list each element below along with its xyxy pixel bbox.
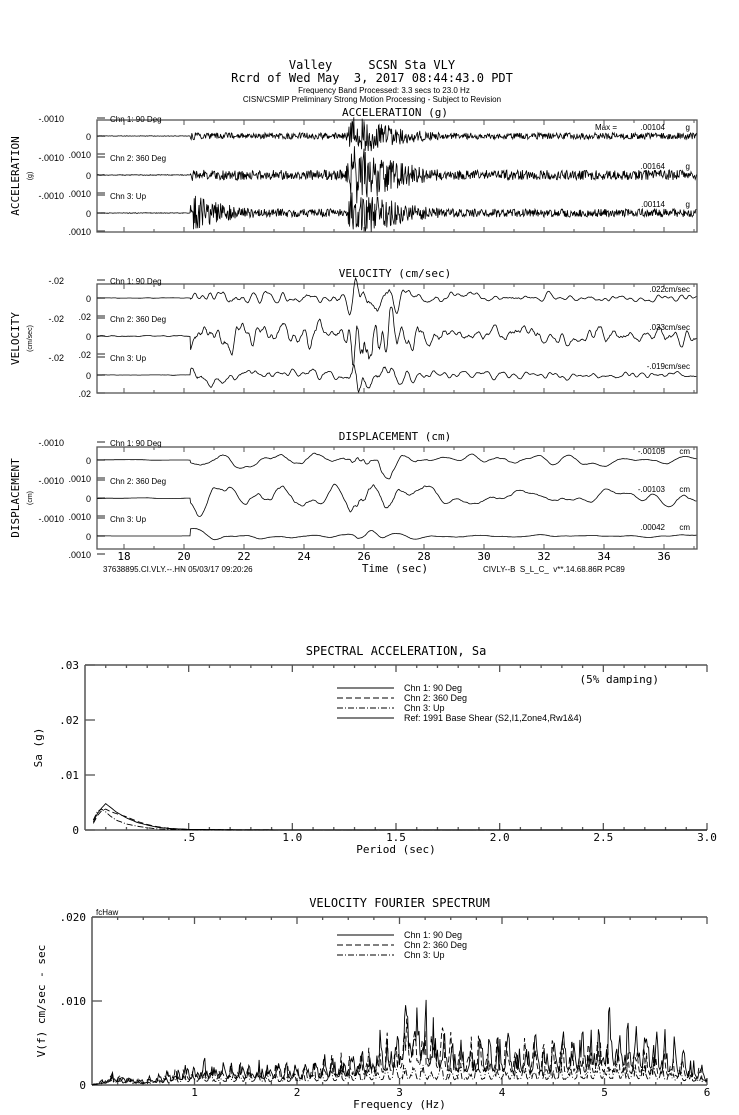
x-tick-label: 20 <box>177 550 191 563</box>
panel-displacement <box>9 430 697 575</box>
peak-unit: cm <box>679 447 690 456</box>
spectral-acceleration-chart <box>32 644 717 856</box>
y-tick-label: 0 <box>72 824 79 837</box>
channel-label: Chn 1: 90 Deg <box>110 115 162 124</box>
y-tick-label: -.0010 <box>38 438 64 448</box>
peak-value: .022 <box>649 285 665 294</box>
x-tick-label: 26 <box>357 550 371 563</box>
legend-entry: Chn 1: 90 Deg <box>404 683 463 693</box>
x-tick-label: 5 <box>601 1086 608 1099</box>
x-tick-label: 32 <box>537 550 551 563</box>
x-tick-label: 1.5 <box>386 831 406 844</box>
x-tick-label: 6 <box>703 1086 711 1099</box>
x-axis-label: Time (sec) <box>361 562 429 575</box>
peak-value: -.019 <box>646 362 665 371</box>
channel-label: Chn 2: 360 Deg <box>110 154 167 163</box>
peak-value: .033 <box>649 323 665 332</box>
series-line <box>93 804 707 830</box>
panel-title: ACCELERATION (g) <box>342 106 448 119</box>
x-tick-label: 2 <box>293 1086 301 1099</box>
panel-ylabel: DISPLACEMENT <box>9 458 22 538</box>
x-tick-label: 18 <box>117 550 131 563</box>
x-tick-label: 2.5 <box>593 831 614 844</box>
channel-label: Chn 3: Up <box>110 354 147 363</box>
channel-label: Chn 3: Up <box>110 192 147 201</box>
panel-unit-label: (g) <box>27 171 34 181</box>
panel-title: VELOCITY (cm/sec) <box>338 267 452 280</box>
peak-unit: cm/sec <box>664 362 690 371</box>
y-tick-label: 0 <box>85 171 91 181</box>
header-processing-note: CISN/CSMIP Preliminary Strong Motion Processing - Subject to Revision <box>242 95 502 104</box>
x-tick-label: 1.0 <box>282 831 303 844</box>
y-tick-label: .020 <box>59 911 86 924</box>
footer-station-code: CIVLY--B S_L_C_ v**.14.68.86R PC89 <box>483 565 625 574</box>
y-tick-label: 0 <box>85 371 91 381</box>
y-tick-label: 0 <box>79 1079 86 1092</box>
peak-value: .00114 <box>641 200 665 209</box>
y-tick-label: 0 <box>85 532 91 542</box>
waveform-trace <box>97 484 696 516</box>
x-tick-label: .5 <box>182 831 196 844</box>
x-axis-label: Period (sec) <box>356 843 436 856</box>
y-tick-label: 0 <box>85 132 91 142</box>
legend-entry: Ref: 1991 Base Shear (S2,I1,Zone4,Rw1&4) <box>404 713 582 723</box>
x-tick-label: 34 <box>597 550 611 563</box>
header-station: Valley SCSN Sta VLY <box>288 58 456 72</box>
peak-value: .00042 <box>640 523 665 532</box>
series-line <box>93 809 707 830</box>
legend-entry: Chn 1: 90 Deg <box>404 930 463 940</box>
y-tick-label: 0 <box>85 456 91 466</box>
y-tick-label: .0010 <box>68 150 91 160</box>
y-tick-label: .0010 <box>68 474 91 484</box>
series-line <box>93 809 707 830</box>
y-tick-label: .0010 <box>68 189 91 199</box>
legend-entry: Chn 2: 360 Deg <box>404 693 468 703</box>
peak-unit: g <box>685 123 690 132</box>
legend-entry: Chn 3: Up <box>404 703 445 713</box>
panel-velocity <box>9 267 697 399</box>
damping-annotation: (5% damping) <box>579 673 659 686</box>
x-axis-label: Frequency (Hz) <box>353 1098 446 1111</box>
x-tick-label: 3.0 <box>697 831 717 844</box>
header-record-date: Rcrd of Wed May 3, 2017 08:44:43.0 PDT <box>231 71 513 85</box>
peak-value: .00164 <box>640 162 665 171</box>
y-tick-label: -.0010 <box>38 153 64 163</box>
x-tick-label: 2.0 <box>489 831 510 844</box>
y-tick-label: .02 <box>59 714 79 727</box>
y-tick-label: -.02 <box>48 353 64 363</box>
peak-unit: cm <box>679 485 690 494</box>
y-tick-label: .02 <box>78 350 91 360</box>
fourier-spectrum-chart <box>35 896 710 1111</box>
y-tick-label: 0 <box>85 332 91 342</box>
y-tick-label: -.0010 <box>38 191 64 201</box>
panel-unit-label: (cm) <box>27 491 34 505</box>
panel-frame <box>97 284 697 393</box>
panel-title: DISPLACEMENT (cm) <box>338 430 452 443</box>
chart-title: VELOCITY FOURIER SPECTRUM <box>309 896 490 910</box>
channel-label: Chn 2: 360 Deg <box>110 315 167 324</box>
channel-label: Chn 1: 90 Deg <box>110 439 162 448</box>
peak-unit: cm <box>679 523 690 532</box>
y-tick-label: .01 <box>59 769 79 782</box>
channel-label: Chn 3: Up <box>110 515 147 524</box>
waveform-trace <box>97 365 696 393</box>
waveform-trace <box>97 146 696 203</box>
panel-ylabel: ACCELERATION <box>9 136 22 216</box>
x-tick-label: 30 <box>477 550 491 563</box>
y-tick-label: .0010 <box>68 227 91 237</box>
legend-entry: Chn 3: Up <box>404 950 445 960</box>
y-axis-label: V(f) cm/sec - sec <box>35 944 48 1058</box>
panel-ylabel: VELOCITY <box>9 312 22 365</box>
footer-record-id: 37638895.CI.VLY.--.HN 05/03/17 09:20:26 <box>103 565 253 574</box>
y-tick-label: 0 <box>85 494 91 504</box>
y-axis-label: Sa (g) <box>32 727 45 768</box>
y-tick-label: -.0010 <box>38 476 64 486</box>
x-tick-label: 24 <box>297 550 311 563</box>
peak-unit: g <box>685 200 690 209</box>
y-tick-label: .0010 <box>68 512 91 522</box>
chart-title: SPECTRAL ACCELERATION, Sa <box>305 644 487 658</box>
max-label: Max = <box>595 123 618 132</box>
peak-unit: cm/sec <box>664 285 690 294</box>
channel-label: Chn 1: 90 Deg <box>110 277 162 286</box>
channel-label: Chn 2: 360 Deg <box>110 477 167 486</box>
waveform-trace <box>97 307 696 365</box>
legend-entry: Chn 2: 360 Deg <box>404 940 468 950</box>
y-tick-label: .02 <box>78 389 91 399</box>
x-tick-label: 3 <box>396 1086 403 1099</box>
y-tick-label: .03 <box>59 659 79 672</box>
y-tick-label: .02 <box>78 312 91 322</box>
panel-acceleration <box>9 106 697 237</box>
y-tick-label: 0 <box>85 294 91 304</box>
peak-value: -.00103 <box>637 485 665 494</box>
x-tick-label: 22 <box>237 550 251 563</box>
corner-label: fcHaw <box>96 908 119 917</box>
y-tick-label: -.02 <box>48 314 64 324</box>
peak-value: -.00105 <box>637 447 665 456</box>
y-tick-label: -.02 <box>48 276 64 286</box>
x-tick-label: 36 <box>657 550 671 563</box>
x-tick-label: 4 <box>498 1086 506 1099</box>
header-frequency-band: Frequency Band Processed: 3.3 secs to 23.0 Hz <box>298 86 470 95</box>
y-tick-label: .0010 <box>68 550 91 560</box>
y-tick-label: 0 <box>85 209 91 219</box>
waveform-trace <box>97 453 696 479</box>
x-tick-label: 28 <box>417 550 431 563</box>
peak-unit: g <box>685 162 690 171</box>
x-tick-label: 1 <box>191 1086 198 1099</box>
waveform-trace <box>97 193 696 232</box>
panel-unit-label: (cm/sec) <box>27 325 34 352</box>
y-tick-label: -.0010 <box>38 514 64 524</box>
y-tick-label: .010 <box>59 995 86 1008</box>
waveform-trace <box>97 528 696 539</box>
peak-unit: cm/sec <box>664 323 690 332</box>
peak-value: .00104 <box>640 123 665 132</box>
y-tick-label: -.0010 <box>38 114 64 124</box>
